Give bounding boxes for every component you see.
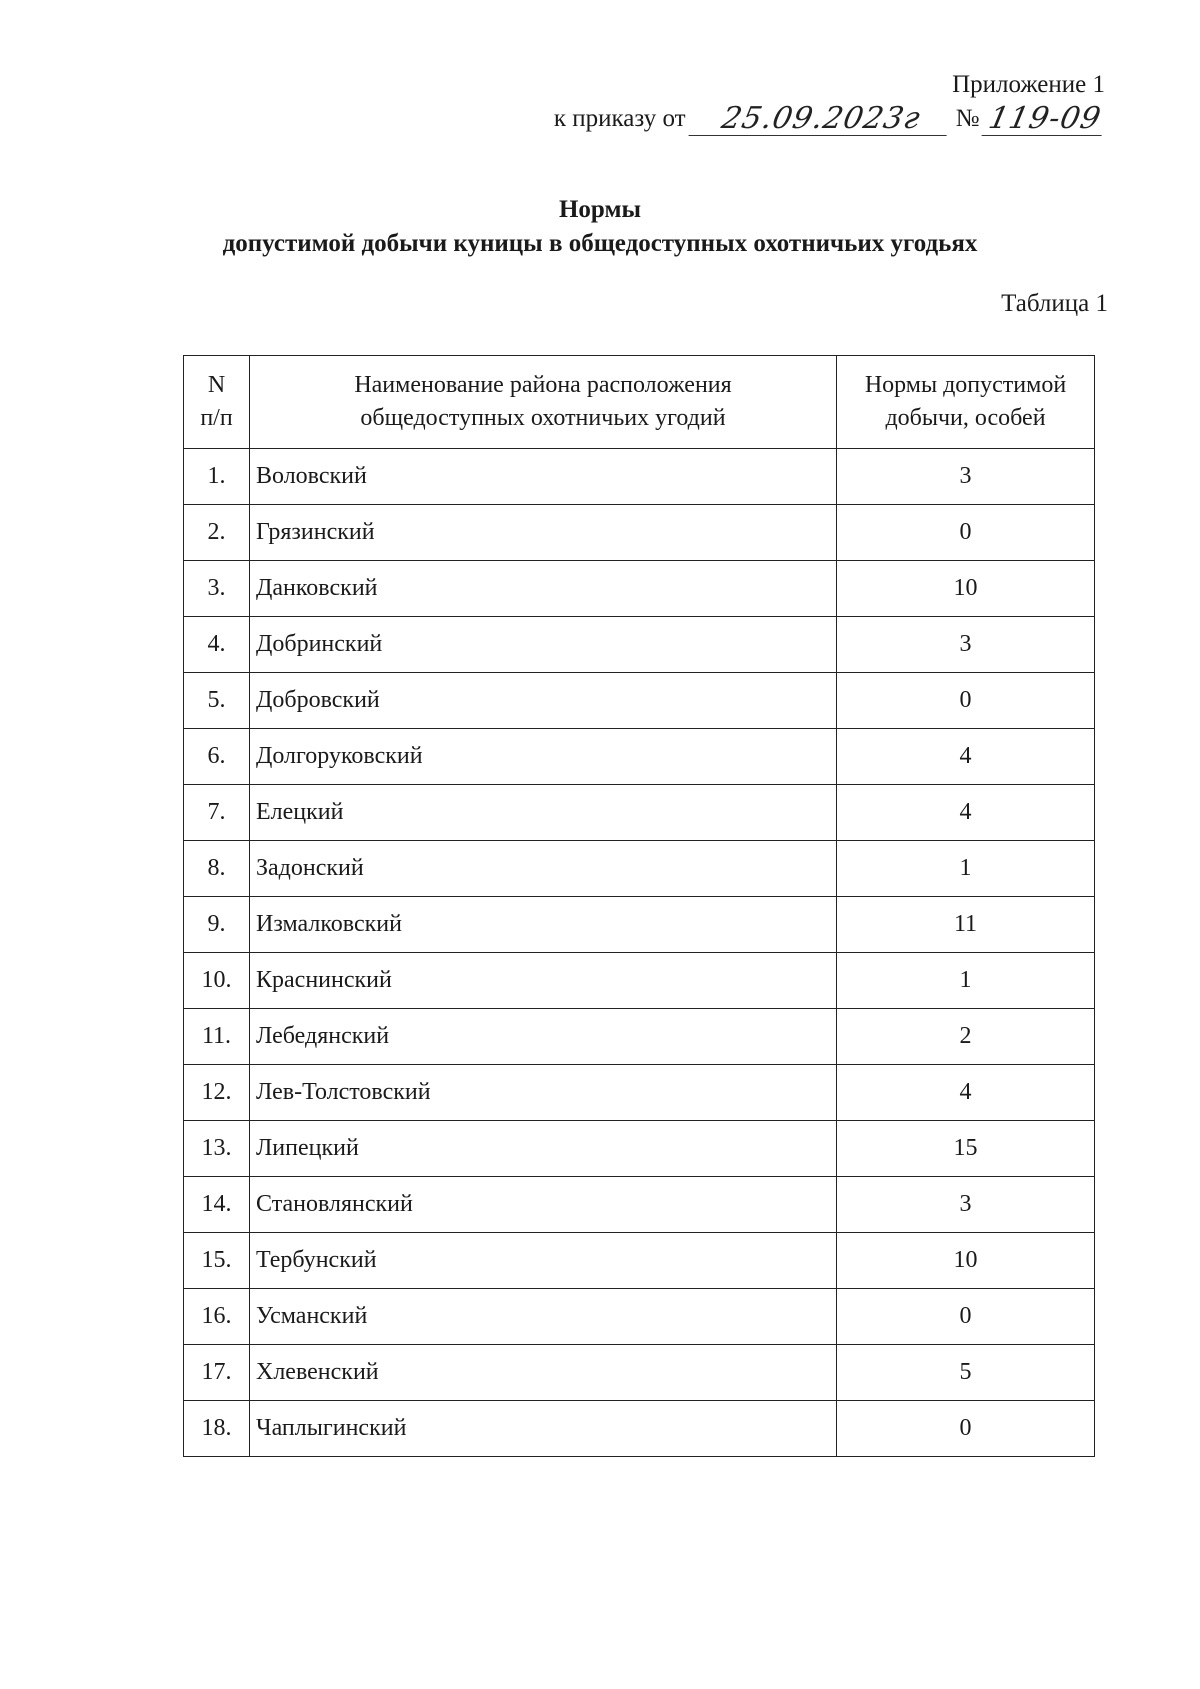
row-number: 15.: [184, 1233, 250, 1289]
table-label: Таблица 1: [1001, 290, 1108, 317]
harvest-norm: 0: [837, 1401, 1095, 1457]
table-row: [184, 505, 1095, 561]
row-number: 4.: [184, 617, 250, 673]
table-row: [184, 1289, 1095, 1345]
heading-line-1: Нормы: [558, 196, 642, 223]
table-row: [184, 1345, 1095, 1401]
harvest-norm: 0: [837, 1289, 1095, 1345]
district-name: Краснинский: [250, 953, 837, 1009]
district-name: Задонский: [250, 841, 837, 897]
district-name: Воловский: [250, 449, 837, 505]
row-number: 18.: [184, 1401, 250, 1457]
harvest-norm: 1: [837, 841, 1095, 897]
row-number: 1.: [184, 449, 250, 505]
row-number: 12.: [184, 1065, 250, 1121]
harvest-norm: 0: [837, 673, 1095, 729]
harvest-norm: 5: [837, 1345, 1095, 1401]
district-name: Добринский: [250, 617, 837, 673]
header-norm-line-2: добычи, особей: [885, 405, 1046, 431]
table-row: [184, 785, 1095, 841]
harvest-norm: 15: [837, 1121, 1095, 1177]
row-number: 8.: [184, 841, 250, 897]
table-body: [184, 449, 1095, 1457]
table-row: [184, 729, 1095, 785]
norms-table: [183, 355, 1095, 1457]
row-number: 9.: [184, 897, 250, 953]
table-row: [184, 617, 1095, 673]
order-reference: [554, 102, 1105, 136]
document-heading: [0, 193, 1200, 261]
table-row: [184, 1121, 1095, 1177]
table-row: [184, 449, 1095, 505]
harvest-norm: 1: [837, 953, 1095, 1009]
row-number: 11.: [184, 1009, 250, 1065]
row-number: 3.: [184, 561, 250, 617]
table-row: [184, 1233, 1095, 1289]
row-number: 16.: [184, 1289, 250, 1345]
table-row: [184, 841, 1095, 897]
harvest-norm: 10: [837, 1233, 1095, 1289]
header-norm: [837, 356, 1095, 449]
harvest-norm: 2: [837, 1009, 1095, 1065]
order-number-handwritten: 119-09: [982, 103, 1109, 136]
harvest-norm: 3: [837, 1177, 1095, 1233]
district-name: Усманский: [250, 1289, 837, 1345]
row-number: 13.: [184, 1121, 250, 1177]
table-row: [184, 1401, 1095, 1457]
table-row: [184, 673, 1095, 729]
row-number: 10.: [184, 953, 250, 1009]
table-row: [184, 561, 1095, 617]
row-number: 2.: [184, 505, 250, 561]
harvest-norm: 4: [837, 1065, 1095, 1121]
district-name: Елецкий: [250, 785, 837, 841]
district-name: Чаплыгинский: [250, 1401, 837, 1457]
heading-line-2: допустимой добычи куницы в общедоступных охотничьих угодьях: [222, 230, 978, 257]
header-name-line-2: общедоступных охотничьих угодий: [360, 405, 726, 431]
district-name: Хлевенский: [250, 1345, 837, 1401]
header-num-line-1: N: [207, 372, 226, 398]
district-name: Измалковский: [250, 897, 837, 953]
row-number: 6.: [184, 729, 250, 785]
district-name: Становлянский: [250, 1177, 837, 1233]
row-number: 5.: [184, 673, 250, 729]
district-name: Тербунский: [250, 1233, 837, 1289]
harvest-norm: 4: [837, 785, 1095, 841]
header-norm-line-1: Нормы допустимой: [864, 372, 1067, 398]
table-row: [184, 1177, 1095, 1233]
header-num: [184, 356, 250, 449]
table-row: [184, 1009, 1095, 1065]
harvest-norm: 3: [837, 449, 1095, 505]
order-date-handwritten: 25.09.2023г: [688, 103, 953, 136]
row-number: 7.: [184, 785, 250, 841]
appendix-header: [554, 68, 1105, 136]
district-name: Лев-Толстовский: [250, 1065, 837, 1121]
harvest-norm: 4: [837, 729, 1095, 785]
row-number: 14.: [184, 1177, 250, 1233]
district-name: Долгоруковский: [250, 729, 837, 785]
district-name: Добровский: [250, 673, 837, 729]
table-row: [184, 953, 1095, 1009]
number-sign: №: [955, 105, 980, 132]
harvest-norm: 3: [837, 617, 1095, 673]
table-header-row: [184, 356, 1095, 449]
row-number: 17.: [184, 1345, 250, 1401]
table-row: [184, 897, 1095, 953]
district-name: Грязинский: [250, 505, 837, 561]
district-name: Данковский: [250, 561, 837, 617]
district-name: Липецкий: [250, 1121, 837, 1177]
harvest-norm: 11: [837, 897, 1095, 953]
header-name-line-1: Наименование района расположения: [354, 372, 732, 398]
harvest-norm: 0: [837, 505, 1095, 561]
header-name: [250, 356, 837, 449]
harvest-norm: 10: [837, 561, 1095, 617]
district-name: Лебедянский: [250, 1009, 837, 1065]
order-prefix: к приказу от: [553, 105, 686, 132]
header-num-line-2: п/п: [200, 405, 233, 431]
table-row: [184, 1065, 1095, 1121]
appendix-title: Приложение 1: [952, 71, 1105, 98]
